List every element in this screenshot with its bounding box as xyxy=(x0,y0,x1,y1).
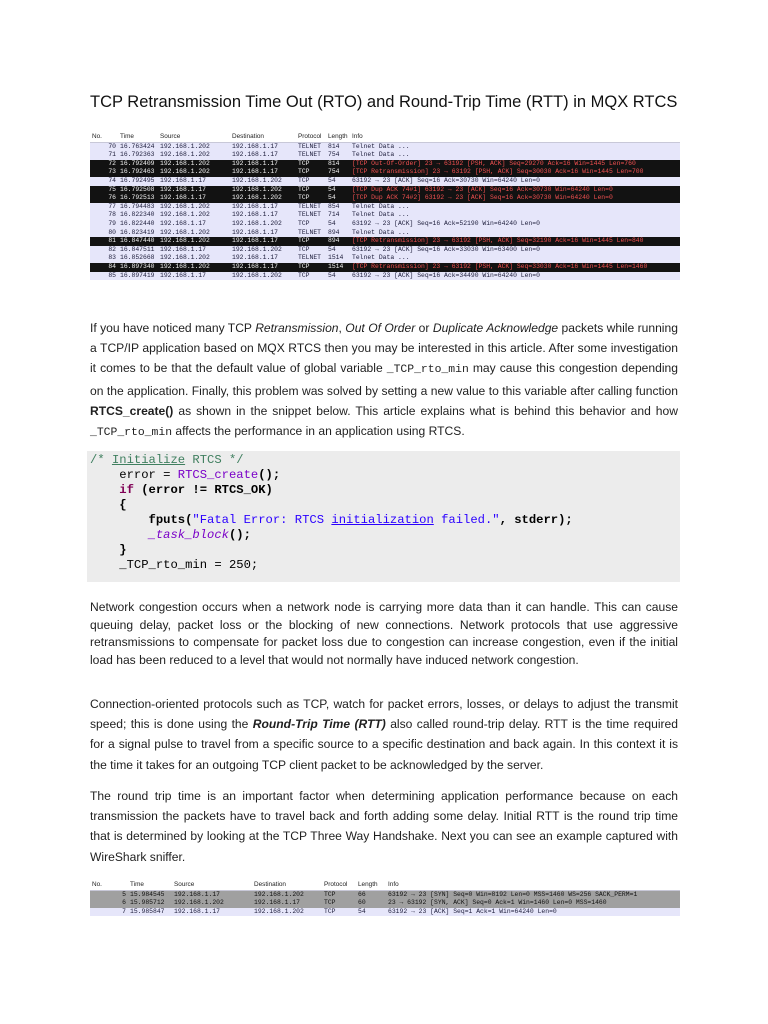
inline-code: _TCP_rto_min xyxy=(90,427,173,440)
col-info-cell: 63192 → 23 [ACK] Seq=16 Ack=30730 Win=64240 Len=0 xyxy=(350,177,680,186)
col-protocol-cell: TELNET xyxy=(296,229,326,238)
col-protocol-cell: TCP xyxy=(296,168,326,177)
col-no-cell: 73 xyxy=(90,168,118,177)
col-length-cell: 54 xyxy=(326,186,350,195)
col-time-cell: 16.792409 xyxy=(118,160,158,169)
packet-row[interactable] xyxy=(90,168,680,177)
capture-rows xyxy=(90,142,680,280)
col-source-cell: 192.168.1.202 xyxy=(158,142,230,151)
rtt-paragraph xyxy=(90,694,678,775)
col-time-header[interactable]: Time xyxy=(128,881,172,890)
text-run: packets while running a TCP/IP application based on MQX RTCS then you may be interested in this article. After some investigation it comes to be that the default value of global variable xyxy=(90,321,678,376)
text-run: affects the performance in an application using RTCS. xyxy=(172,424,465,439)
col-source-cell: 192.168.1.202 xyxy=(158,254,230,263)
col-no-cell: 75 xyxy=(90,186,118,195)
col-info-header[interactable]: Info xyxy=(350,133,680,142)
col-time-cell: 16.792508 xyxy=(118,186,158,195)
col-time-cell: 16.823419 xyxy=(118,229,158,238)
col-destination-cell: 192.168.1.17 xyxy=(230,151,296,160)
col-source-header[interactable]: Source xyxy=(158,133,230,142)
col-no-cell: 80 xyxy=(90,229,118,238)
col-protocol-cell: TCP xyxy=(296,246,326,255)
col-protocol-cell: TCP xyxy=(296,194,326,203)
col-no-header[interactable]: No. xyxy=(90,881,128,890)
col-time-cell: 16.792513 xyxy=(118,194,158,203)
col-info-cell: 63192 → 23 [SYN] Seq=0 Win=8192 Len=0 MSS=1460 WS=256 SACK_PERM=1 xyxy=(386,890,680,899)
col-protocol-cell: TCP xyxy=(296,263,326,272)
col-source-cell: 192.168.1.202 xyxy=(158,151,230,160)
text-run: If you have noticed many TCP xyxy=(90,321,256,335)
col-time-cell: 16.792495 xyxy=(118,177,158,186)
col-source-cell: 192.168.1.17 xyxy=(158,220,230,229)
col-time-cell: 16.847440 xyxy=(118,237,158,246)
col-no-cell: 78 xyxy=(90,211,118,220)
col-length-cell: 814 xyxy=(326,160,350,169)
col-time-cell: 16.822440 xyxy=(118,220,158,229)
col-length-cell: 60 xyxy=(356,899,386,908)
code-snippet xyxy=(87,451,680,582)
col-source-cell: 192.168.1.17 xyxy=(172,908,252,917)
col-no-cell: 76 xyxy=(90,194,118,203)
packet-row[interactable] xyxy=(90,203,680,212)
code-line-2 xyxy=(90,468,280,483)
capture-header-row xyxy=(90,881,680,890)
col-no-header[interactable]: No. xyxy=(90,133,118,142)
wireshark-capture-handshake xyxy=(90,881,680,916)
col-source-cell: 192.168.1.17 xyxy=(158,194,230,203)
text-run: as shown in the snippet below. This article explains what is behind this behavior and how xyxy=(173,403,678,418)
col-length-cell: 814 xyxy=(326,142,350,151)
text-run: Connection-oriented protocols such as TCP, watch for packet errors, losses, or delays to adjust the transmit speed; this is done using the xyxy=(90,697,678,732)
packet-row[interactable] xyxy=(90,246,680,255)
col-info-cell: [TCP Dup ACK 74#1] 63192 → 23 [ACK] Seq=16 Ack=30730 Win=64240 Len=0 xyxy=(350,186,680,195)
col-protocol-cell: TELNET xyxy=(296,254,326,263)
code-function: RTCS_create xyxy=(177,468,259,482)
code-string: failed." xyxy=(433,513,500,527)
col-time-cell: 16.822340 xyxy=(118,211,158,220)
text-run-bold: RTCS_create() xyxy=(90,403,174,418)
congestion-paragraph: Network congestion occurs when a network node is carrying more data than it can handle. This can cause queuing delay, packet loss or the blocking of new connections. Network protocols that use aggressive retransmissions to compensate for packet loss due to congestion can increase congestion, even if the initial load has been reduced to a level that would not normally have induced network congestion. xyxy=(90,600,678,667)
intro-paragraph xyxy=(90,318,678,443)
col-source-cell: 192.168.1.17 xyxy=(158,246,230,255)
col-protocol-header[interactable]: Protocol xyxy=(322,881,356,890)
packet-row[interactable] xyxy=(90,186,680,195)
capture-header-row xyxy=(90,133,680,142)
col-protocol-cell: TCP xyxy=(322,899,356,908)
packet-row[interactable] xyxy=(90,254,680,263)
col-source-header[interactable]: Source xyxy=(172,881,252,890)
col-info-cell: Telnet Data ... xyxy=(350,151,680,160)
col-length-cell: 1514 xyxy=(326,254,350,263)
code-line-5 xyxy=(90,513,573,528)
col-source-cell: 192.168.1.17 xyxy=(158,186,230,195)
packet-row[interactable] xyxy=(90,194,680,203)
col-info-cell: 63192 → 23 [ACK] Seq=1 Ack=1 Win=64240 Len=0 xyxy=(386,908,680,917)
col-protocol-cell: TELNET xyxy=(296,151,326,160)
col-destination-cell: 192.168.1.202 xyxy=(252,890,322,899)
col-protocol-header[interactable]: Protocol xyxy=(296,133,326,142)
col-time-cell: 16.792363 xyxy=(118,151,158,160)
col-time-cell: 16.792463 xyxy=(118,168,158,177)
col-no-cell: 5 xyxy=(90,890,128,899)
col-source-cell: 192.168.1.202 xyxy=(158,211,230,220)
col-info-cell: [TCP Retransmission] 23 → 63192 [PSH, ACK] Seq=30030 Ack=16 Win=1445 Len=700 xyxy=(350,168,680,177)
text-run: may cause this congestion depending on the application. Finally, this problem was solved by setting a new value to this variable after calling function xyxy=(90,361,678,398)
text-run: or xyxy=(415,321,433,335)
col-destination-cell: 192.168.1.17 xyxy=(230,203,296,212)
col-info-cell: [TCP Retransmission] 23 → 63192 [PSH, ACK] Seq=33030 Ack=16 Win=1445 Len=1460 xyxy=(350,263,680,272)
code-text: (); xyxy=(258,468,281,482)
code-function: _task_block xyxy=(148,528,229,542)
col-protocol-cell: TCP xyxy=(296,177,326,186)
packet-row[interactable] xyxy=(90,899,680,908)
col-protocol-cell: TCP xyxy=(322,908,356,917)
col-time-cell: 16.852668 xyxy=(118,254,158,263)
wireshark-capture-retransmissions xyxy=(90,133,680,280)
col-source-cell: 192.168.1.17 xyxy=(158,272,230,281)
col-destination-cell: 192.168.1.17 xyxy=(252,899,322,908)
packet-row[interactable] xyxy=(90,142,680,151)
col-time-cell: 16.847511 xyxy=(118,246,158,255)
col-length-cell: 754 xyxy=(326,168,350,177)
col-length-header[interactable]: Length xyxy=(326,133,350,142)
col-length-cell: 854 xyxy=(326,203,350,212)
article-title: TCP Retransmission Time Out (RTO) and Round-Trip Time (RTT) in MQX RTCS xyxy=(90,93,678,111)
col-info-cell: Telnet Data ... xyxy=(350,254,680,263)
col-source-cell: 192.168.1.202 xyxy=(172,899,252,908)
col-no-cell: 6 xyxy=(90,899,128,908)
col-time-cell: 16.897419 xyxy=(118,272,158,281)
col-destination-cell: 192.168.1.17 xyxy=(230,229,296,238)
code-line-4: { xyxy=(90,498,127,512)
col-protocol-cell: TCP xyxy=(296,160,326,169)
col-no-cell: 74 xyxy=(90,177,118,186)
col-info-cell: 63192 → 23 [ACK] Seq=16 Ack=52190 Win=64240 Len=0 xyxy=(350,220,680,229)
col-destination-cell: 192.168.1.202 xyxy=(252,908,322,917)
col-info-cell: Telnet Data ... xyxy=(350,211,680,220)
code-string: "Fatal Error: RTCS xyxy=(192,513,332,527)
code-line-6 xyxy=(90,528,251,543)
col-time-cell: 15.985847 xyxy=(128,908,172,917)
col-source-cell: 192.168.1.202 xyxy=(158,263,230,272)
col-no-cell: 82 xyxy=(90,246,118,255)
col-destination-cell: 192.168.1.17 xyxy=(230,160,296,169)
text-run: , xyxy=(338,321,346,335)
packet-row[interactable] xyxy=(90,177,680,186)
col-length-cell: 54 xyxy=(326,194,350,203)
col-destination-cell: 192.168.1.17 xyxy=(230,211,296,220)
col-source-cell: 192.168.1.202 xyxy=(158,203,230,212)
col-no-cell: 71 xyxy=(90,151,118,160)
packet-row[interactable] xyxy=(90,160,680,169)
col-protocol-cell: TCP xyxy=(322,890,356,899)
col-no-cell: 85 xyxy=(90,272,118,281)
col-time-cell: 16.897340 xyxy=(118,263,158,272)
col-destination-cell: 192.168.1.202 xyxy=(230,177,296,186)
code-string-underlined: initialization xyxy=(331,513,434,527)
capture-rows xyxy=(90,890,680,916)
col-destination-cell: 192.168.1.202 xyxy=(230,246,296,255)
col-protocol-cell: TELNET xyxy=(296,142,326,151)
col-length-cell: 54 xyxy=(326,272,350,281)
packet-row[interactable] xyxy=(90,263,680,272)
packet-row[interactable] xyxy=(90,908,680,917)
packet-row[interactable] xyxy=(90,890,680,899)
col-length-cell: 714 xyxy=(326,211,350,220)
packet-row[interactable] xyxy=(90,272,680,281)
packet-row[interactable] xyxy=(90,211,680,220)
col-destination-cell: 192.168.1.17 xyxy=(230,142,296,151)
code-text: (error != RTCS_OK) xyxy=(133,483,273,497)
col-info-header[interactable]: Info xyxy=(386,881,680,890)
col-destination-header[interactable]: Destination xyxy=(252,881,322,890)
col-info-cell: [TCP Dup ACK 74#2] 63192 → 23 [ACK] Seq=16 Ack=30730 Win=64240 Len=0 xyxy=(350,194,680,203)
code-line-1 xyxy=(90,453,244,468)
code-text: , stderr); xyxy=(499,513,573,527)
col-length-header[interactable]: Length xyxy=(356,881,386,890)
col-protocol-cell: TCP xyxy=(296,237,326,246)
code-text: (); xyxy=(228,528,251,542)
col-length-cell: 66 xyxy=(356,890,386,899)
col-destination-cell: 192.168.1.202 xyxy=(230,194,296,203)
col-destination-cell: 192.168.1.17 xyxy=(230,168,296,177)
col-destination-header[interactable]: Destination xyxy=(230,133,296,142)
col-no-cell: 83 xyxy=(90,254,118,263)
col-info-cell: Telnet Data ... xyxy=(350,142,680,151)
col-protocol-cell: TCP xyxy=(296,186,326,195)
code-text xyxy=(90,483,119,497)
code-line-3 xyxy=(90,483,273,498)
col-no-cell: 7 xyxy=(90,908,128,917)
col-protocol-cell: TELNET xyxy=(296,203,326,212)
code-comment: /* xyxy=(90,453,112,467)
code-text xyxy=(90,528,149,542)
col-info-cell: 63192 → 23 [ACK] Seq=16 Ack=33030 Win=63400 Len=0 xyxy=(350,246,680,255)
col-destination-cell: 192.168.1.17 xyxy=(230,237,296,246)
col-destination-cell: 192.168.1.17 xyxy=(230,254,296,263)
col-destination-cell: 192.168.1.17 xyxy=(230,263,296,272)
col-info-cell: Telnet Data ... xyxy=(350,229,680,238)
col-length-cell: 1514 xyxy=(326,263,350,272)
col-info-cell: [TCP Out-Of-Order] 23 → 63192 [PSH, ACK] Seq=29270 Ack=16 Win=1445 Len=760 xyxy=(350,160,680,169)
inline-code: _TCP_rto_min xyxy=(386,364,469,377)
col-length-cell: 54 xyxy=(356,908,386,917)
col-time-cell: 15.985712 xyxy=(128,899,172,908)
col-info-cell: [TCP Retransmission] 23 → 63192 [PSH, ACK] Seq=32190 Ack=16 Win=1445 Len=840 xyxy=(350,237,680,246)
text-run: also called round-trip delay. RTT is the time required for a signal pulse to travel from a specific source to a specific destination and back again. In this context it is the time it takes for an outgoing TCP client packet to be acknowledged by the server. xyxy=(90,717,678,772)
col-protocol-cell: TELNET xyxy=(296,211,326,220)
text-run-bold-italic: Round-Trip Time (RTT) xyxy=(252,717,386,732)
col-length-cell: 54 xyxy=(326,220,350,229)
col-no-cell: 77 xyxy=(90,203,118,212)
text-run-italic: Out Of Order xyxy=(345,321,416,335)
col-destination-cell: 192.168.1.202 xyxy=(230,272,296,281)
col-protocol-cell: TCP xyxy=(296,220,326,229)
code-comment: RTCS */ xyxy=(185,453,244,467)
code-text: error = xyxy=(90,468,178,482)
col-protocol-cell: TCP xyxy=(296,272,326,281)
code-keyword: if xyxy=(119,483,134,497)
col-no-cell: 72 xyxy=(90,160,118,169)
code-comment-underlined: Initialize xyxy=(111,453,186,467)
code-text: fputs( xyxy=(90,513,193,527)
col-length-cell: 54 xyxy=(326,246,350,255)
col-length-cell: 894 xyxy=(326,237,350,246)
col-info-cell: 63192 → 23 [ACK] Seq=16 Ack=34490 Win=64240 Len=0 xyxy=(350,272,680,281)
packet-row[interactable] xyxy=(90,237,680,246)
col-source-cell: 192.168.1.202 xyxy=(158,168,230,177)
handshake-paragraph: The round trip time is an important factor when determining application performance because on each transmission the packets have to travel back and forth adding some delay. Initial RTT is the round trip time that is determined by looking at the TCP Three Way Handshake. Next you can see an example captured with WireShark sniffer. xyxy=(90,789,678,864)
col-source-cell: 192.168.1.202 xyxy=(158,229,230,238)
packet-row[interactable] xyxy=(90,151,680,160)
col-destination-cell: 192.168.1.202 xyxy=(230,186,296,195)
col-info-cell: Telnet Data ... xyxy=(350,203,680,212)
col-length-cell: 54 xyxy=(326,177,350,186)
col-info-cell: 23 → 63192 [SYN, ACK] Seq=0 Ack=1 Win=1460 Len=0 MSS=1460 xyxy=(386,899,680,908)
code-line-8: _TCP_rto_min = 250; xyxy=(90,558,259,572)
packet-row[interactable] xyxy=(90,220,680,229)
col-destination-cell: 192.168.1.202 xyxy=(230,220,296,229)
col-no-cell: 70 xyxy=(90,142,118,151)
text-run-italic: Duplicate Acknowledge xyxy=(432,321,559,335)
col-time-header[interactable]: Time xyxy=(118,133,158,142)
col-time-cell: 15.984545 xyxy=(128,890,172,899)
col-source-cell: 192.168.1.202 xyxy=(158,160,230,169)
col-no-cell: 79 xyxy=(90,220,118,229)
col-source-cell: 192.168.1.17 xyxy=(172,890,252,899)
col-time-cell: 16.794483 xyxy=(118,203,158,212)
col-length-cell: 754 xyxy=(326,151,350,160)
col-time-cell: 16.763424 xyxy=(118,142,158,151)
text-run-italic: Retransmission xyxy=(255,321,339,335)
col-source-cell: 192.168.1.17 xyxy=(158,177,230,186)
col-source-cell: 192.168.1.202 xyxy=(158,237,230,246)
col-no-cell: 81 xyxy=(90,237,118,246)
packet-row[interactable] xyxy=(90,229,680,238)
col-no-cell: 84 xyxy=(90,263,118,272)
col-length-cell: 894 xyxy=(326,229,350,238)
code-line-7: } xyxy=(90,543,127,557)
